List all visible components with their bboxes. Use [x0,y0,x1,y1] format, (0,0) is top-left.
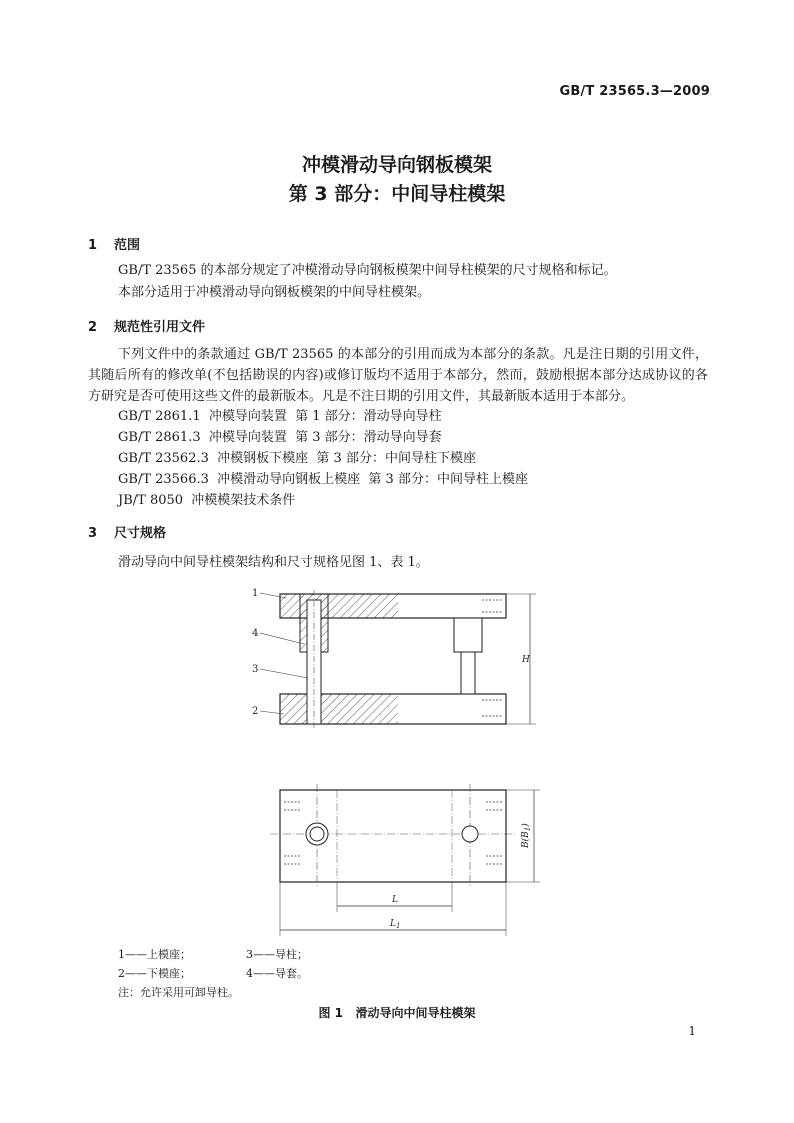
reference-item: JB/T 8050 冲模模架技术条件 [118,493,296,508]
section-2-heading [88,316,205,335]
legend-item: 2——下模座； [118,967,191,980]
document-title: 冲模滑动导向钢板模架 [301,154,492,176]
reference-item: GB/T 2861.1 冲模导向装置 第 1 部分：滑动导向导柱 [118,409,442,424]
guide-hole-right [462,826,478,842]
figure-top-view [262,780,562,940]
callout-2: 2 [252,706,259,717]
section-1-paragraph-2: 本部分适用于冲模滑动导向钢板模架的中间导柱模架。 [118,285,431,300]
legend-item: 3——导柱； [246,948,308,961]
guide-bush-right [454,618,482,652]
document-subtitle: 第 3 部分：中间导柱模架 [288,183,506,205]
reference-item: GB/T 2861.3 冲模导向装置 第 3 部分：滑动导向导套 [118,430,442,445]
legend-item: 1——上模座； [118,948,191,961]
section-3-paragraph: 滑动导向中间导柱模架结构和尺寸规格见图 1、表 1。 [118,555,429,570]
reference-item: GB/T 23562.3 冲模钢板下模座 第 3 部分：中间导柱下模座 [118,451,476,466]
legend-item: 4——导套。 [246,967,308,980]
section-number: 3 [88,526,98,541]
lower-die-seat-hatch [280,694,398,724]
callout-1: 1 [252,588,259,599]
standard-code: GB/T 23565.3—2009 [559,84,710,99]
guide-hole-left-inner [310,827,324,841]
dimension-h-label: H [522,655,530,665]
guide-post-right [461,652,475,694]
figure-front-view [240,582,560,742]
figure-note: 注：允许采用可卸导柱。 [118,986,239,999]
reference-item: GB/T 23566.3 冲模滑动导向钢板上模座 第 3 部分：中间导柱上模座 [118,472,528,487]
section-2-paragraph: 下列文件中的条款通过 GB/T 23565 的本部分的引用而成为本部分的条款。凡是注日期的引用文件，其随后所有的修改单(不包括勘误的内容)或修订版均不适用于本部分，然而，鼓励根据本部分达成协议的各方研究是否可使用这些文件的最新版本。凡是不注日期的引用文件，其最新版本适用于本部分。 [88,347,708,404]
dimension-l-label: L [392,895,398,905]
page-number: 1 [688,1024,696,1038]
dimension-l1-label: $L_1$ [390,919,401,930]
figure-caption: 图 1 滑动导向中间导柱模架 [318,1006,476,1020]
section-3-heading [88,522,166,541]
section-number: 2 [88,320,98,335]
section-title: 范围 [114,238,141,253]
upper-die-seat-hatch [280,594,398,618]
section-1-paragraph-1: GB/T 23565 的本部分规定了冲模滑动导向钢板模架中间导柱模架的尺寸规格和标记。 [118,263,617,278]
section-title: 规范性引用文件 [114,320,206,335]
section-number: 1 [88,238,98,253]
callout-3: 3 [252,664,259,675]
section-1-heading [88,234,140,253]
callout-4: 4 [252,628,259,639]
dimension-b-label: $B(B_1)$ [521,823,532,848]
section-title: 尺寸规格 [114,526,167,541]
